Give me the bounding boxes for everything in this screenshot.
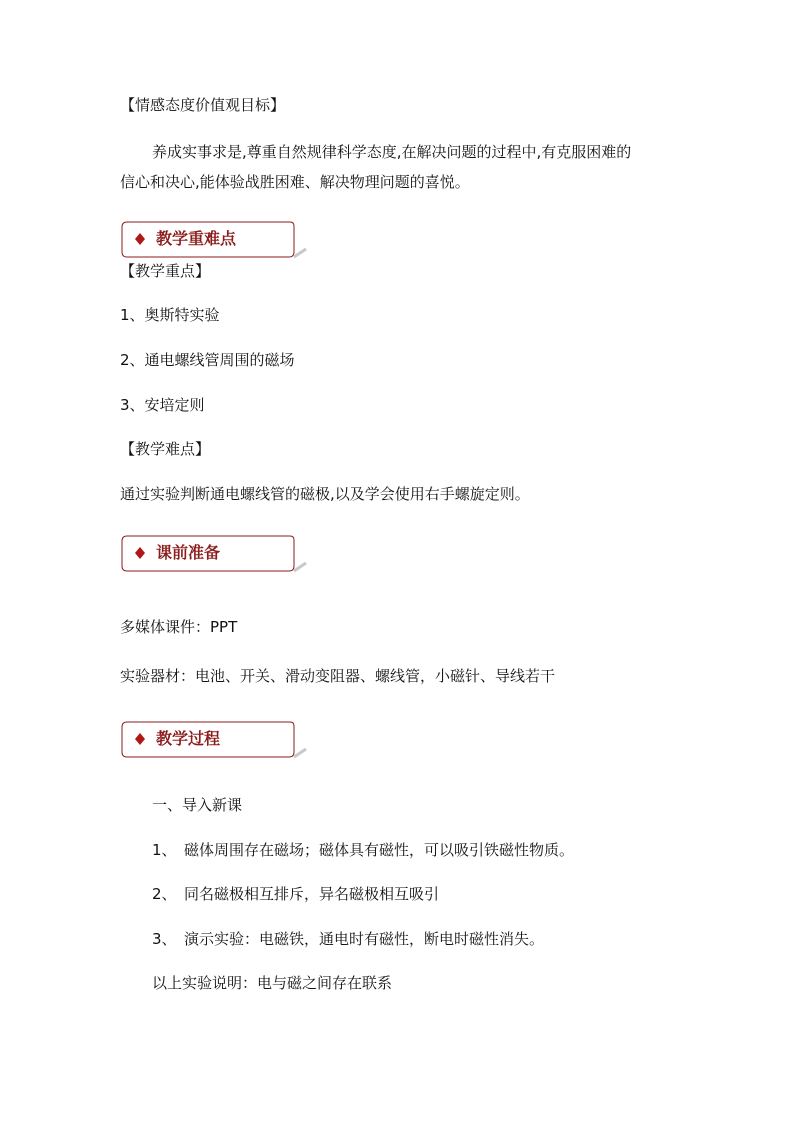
difficulty-heading: 【教学难点】 — [120, 440, 211, 458]
step-text-3: 演示实验：电磁铁，通电时有磁性，断电时磁性消失。 — [184, 930, 545, 948]
equipment-line: 实验器材：电池、开关、滑动变阻器、螺线管，小磁针、导线若干 — [120, 667, 556, 685]
section-process-header — [120, 721, 300, 757]
step-number-1: 1、 — [152, 841, 177, 859]
difficulty-text: 通过实验判断通电螺线管的磁极,以及学会使用右手螺旋定则。 — [120, 485, 530, 503]
step-text-2: 同名磁极相互排斥，异名磁极相互吸引 — [184, 885, 440, 903]
emotion-goal-line-2: 信心和决心,能体验战胜困难、解决物理问题的喜悦。 — [120, 173, 470, 191]
focus-item-2: 2、通电螺线管周围的磁场 — [120, 351, 295, 369]
section-title-process: 教学过程 — [156, 729, 221, 748]
intro-heading: 一、导入新课 — [152, 796, 243, 814]
step-text-1: 磁体周围存在磁场；磁体具有磁性，可以吸引铁磁性物质。 — [184, 841, 575, 859]
section-key-points-header — [120, 221, 300, 257]
section-title-key-points: 教学重难点 — [156, 229, 237, 248]
focus-heading: 【教学重点】 — [120, 262, 211, 280]
focus-item-3: 3、安培定则 — [120, 396, 205, 414]
conclusion-line: 以上实验说明：电与磁之间存在联系 — [152, 974, 393, 992]
section-title-preparation: 课前准备 — [156, 543, 221, 562]
step-number-3: 3、 — [152, 930, 177, 948]
focus-item-1: 1、奥斯特实验 — [120, 306, 220, 324]
step-number-2: 2、 — [152, 885, 177, 903]
section-preparation-header — [120, 535, 300, 571]
emotion-goal-line-1: 养成实事求是,尊重自然规律科学态度,在解决问题的过程中,有克服困难的 — [152, 143, 632, 161]
multimedia-line: 多媒体课件：PPT — [120, 618, 238, 636]
emotion-goal-heading: 【情感态度价值观目标】 — [120, 96, 286, 114]
